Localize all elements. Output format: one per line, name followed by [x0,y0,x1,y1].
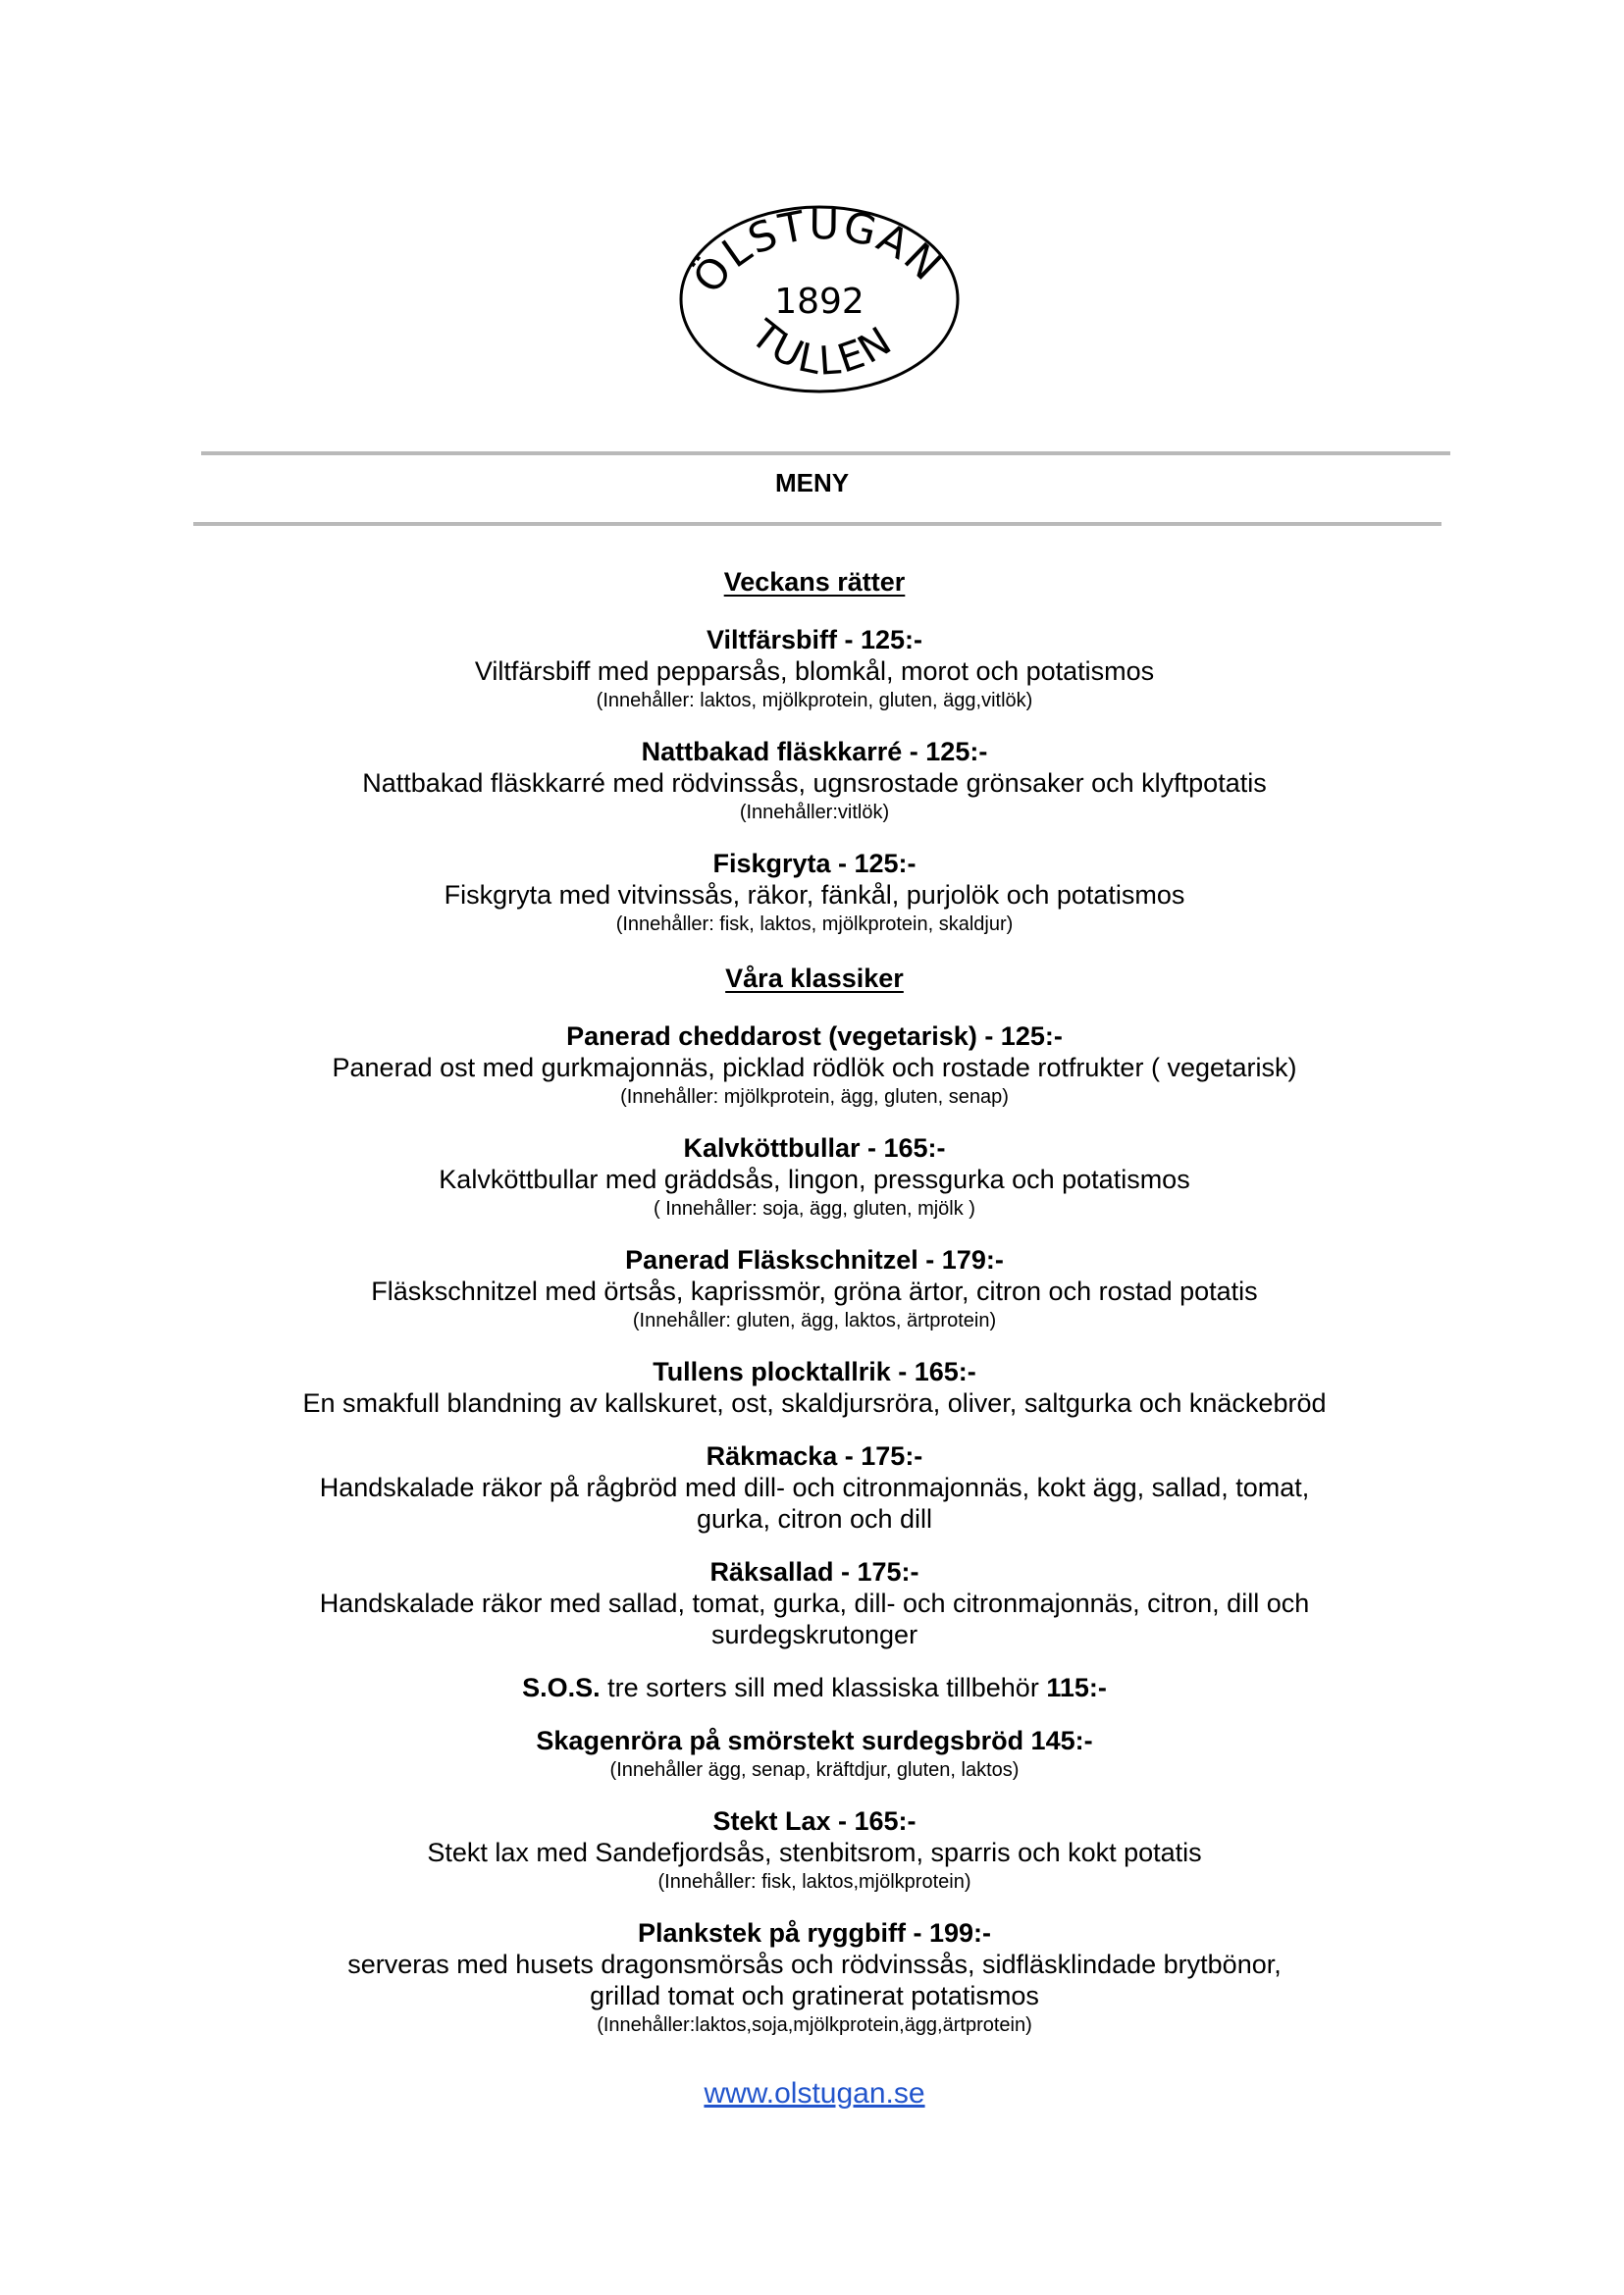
dish-description: Fiskgryta med vitvinssås, räkor, fänkål, purjolök och potatismos [444,880,1185,910]
dish-description: Panerad ost med gurkmajonnäs, picklad rödlök och rostade rotfrukter ( vegetarisk) [332,1053,1297,1082]
dish-title: Räksallad - 175:- [709,1557,919,1587]
menu-item [226,1356,1403,1419]
dish-title: Kalvköttbullar - 165:- [683,1133,946,1163]
dish-title: Panerad cheddarost (vegetarisk) - 125:- [566,1021,1063,1051]
logo-year: 1892 [774,282,864,322]
section-heading-weekly: Veckans rätter [723,567,906,597]
dish-title: Fiskgryta - 125:- [712,849,917,878]
bottom-divider [193,522,1441,526]
menu-item [226,1805,1403,1896]
dish-title: Skagenröra på smörstekt surdegsbröd 145:- [536,1726,1093,1755]
dish-allergens: (Innehåller:vitlök) [739,802,890,823]
dish-title: Viltfärsbiff - 125:- [706,625,923,654]
dish-title: Räkmacka - 175:- [706,1441,923,1471]
logo-bottom-text: TULLEN [742,311,902,385]
menu-item [226,1244,1403,1334]
dish-allergens: (Innehåller: laktos, mjölkprotein, gluten, ägg,vitlök) [596,690,1033,711]
menu-title: MENY [774,468,850,497]
dish-allergens: (Innehåller ägg, senap, kräftdjur, gluten, laktos) [609,1759,1020,1781]
top-divider [201,451,1450,455]
menu-item [226,1132,1403,1223]
section-heading-classics: Våra klassiker [725,964,904,993]
dish-description: Kalvköttbullar med gräddsås, lingon, pressgurka och potatismos [439,1165,1190,1194]
menu-item [226,1020,1403,1111]
dish-description: En smakfull blandning av kallskuret, ost, skaldjursröra, oliver, saltgurka och knäckebröd [302,1388,1327,1418]
dish-description: Nattbakad fläskkarré med rödvinssås, ugnsrostade grönsaker och klyftpotatis [362,768,1267,798]
logo-top-text: ÖLSTUGAN [683,201,952,302]
dish-description: serveras med husets dragonsmörsås och rödvinssås, sidfläsklindade brytbönor, grillad tomat och gratinerat potatismos [347,1950,1282,2010]
sos-line [226,1672,1403,1703]
dish-title: Panerad Fläskschnitzel - 179:- [625,1245,1004,1275]
menu-item [226,1725,1403,1784]
menu-content [226,563,1403,2113]
dish-allergens: (Innehåller: mjölkprotein, ägg, gluten, senap) [620,1086,1009,1108]
menu-item [226,624,1403,714]
dish-title: Tullens plocktallrik - 165:- [653,1357,976,1386]
dish-description: Handskalade räkor med sallad, tomat, gurka, dill- och citronmajonnäs, citron, dill och surdegskrutonger [319,1589,1310,1649]
menu-item [226,848,1403,938]
dish-allergens: (Innehåller: fisk, laktos, mjölkprotein, skaldjur) [615,913,1014,935]
sos-name: S.O.S. [522,1673,601,1702]
dish-title: Nattbakad fläskkarré - 125:- [641,737,988,766]
menu-item [226,1556,1403,1650]
dish-description: Viltfärsbiff med pepparsås, blomkål, morot och potatismos [474,656,1155,686]
dish-allergens: (Innehåller: gluten, ägg, laktos, ärtprotein) [632,1310,997,1331]
dish-description: Fläskschnitzel med örtsås, kaprissmör, gröna ärtor, citron och rostad potatis [371,1277,1258,1306]
dish-allergens: (Innehåller:laktos,soja,mjölkprotein,ägg,ärtprotein) [597,2014,1032,2036]
sos-description: tre sorters sill med klassiska tillbehör [600,1673,1047,1702]
dish-allergens: (Innehåller: fisk, laktos,mjölkprotein) [657,1871,971,1893]
menu-item [226,1440,1403,1535]
menu-item [226,736,1403,826]
dish-allergens: ( Innehåller: soja, ägg, gluten, mjölk ) [654,1198,975,1220]
dish-title: Stekt Lax - 165:- [712,1806,917,1836]
menu-item [226,1917,1403,2039]
olstugan-tullen-logo [677,201,962,397]
website-link[interactable]: www.olstugan.se [704,2077,925,2110]
dish-title: Plankstek på ryggbiff - 199:- [637,1918,992,1948]
dish-description: Handskalade räkor på rågbröd med dill- och citronmajonnäs, kokt ägg, sallad, tomat, gurka, citron och dill [319,1473,1310,1534]
sos-price: 115:- [1046,1673,1107,1702]
menu-item-sos [226,1672,1403,1703]
dish-description: Stekt lax med Sandefjordsås, stenbitsrom, sparris och kokt potatis [427,1838,1202,1867]
